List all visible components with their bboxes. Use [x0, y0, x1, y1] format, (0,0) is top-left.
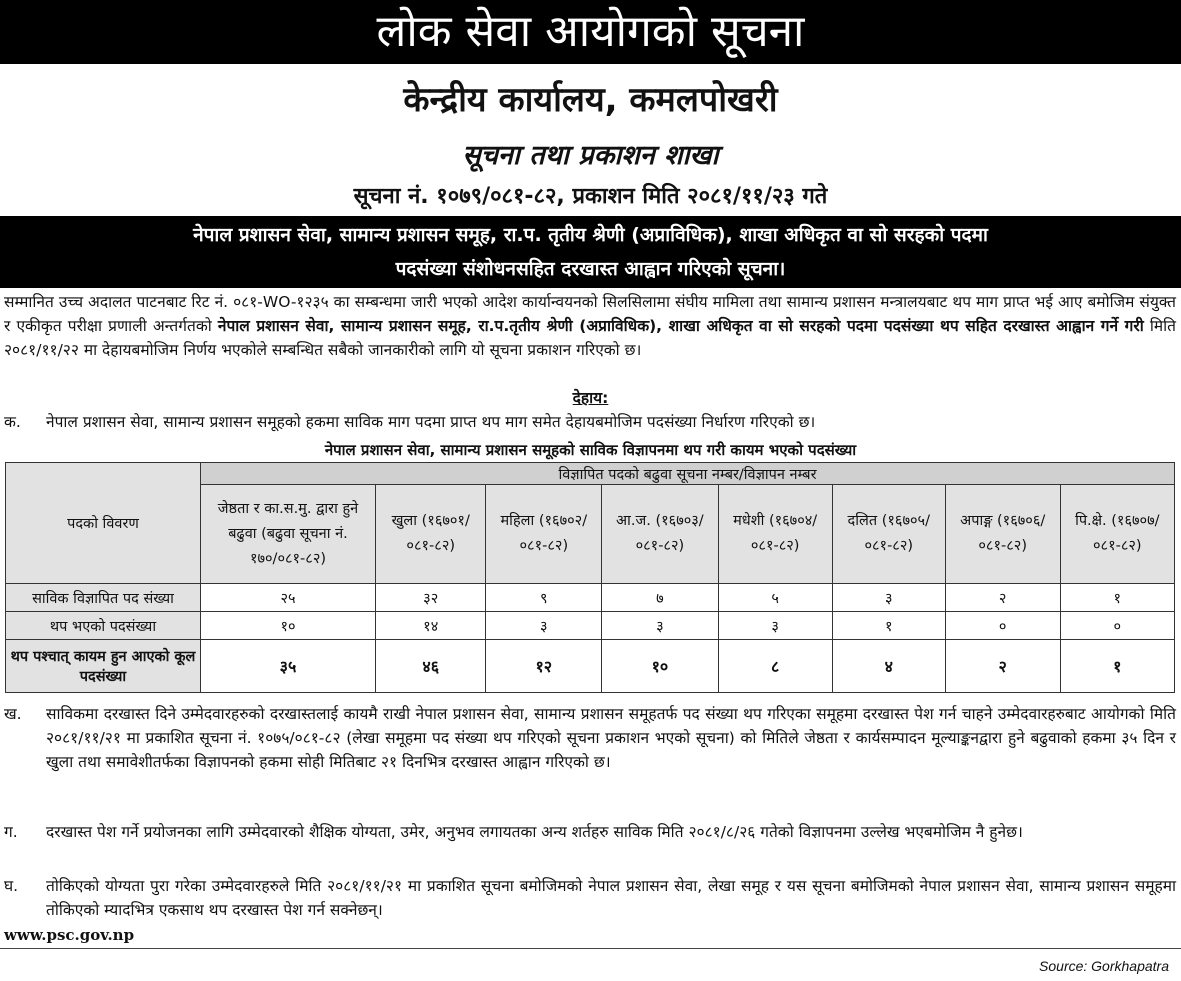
- office-name: केन्द्रीय कार्यालय, कमलपोखरी: [403, 80, 778, 120]
- table-cell: ३: [718, 612, 832, 640]
- subject-banner: [0, 216, 1181, 288]
- posts-table: [5, 462, 1175, 693]
- table-cell: १४: [376, 612, 486, 640]
- item-ga: [4, 820, 1176, 844]
- table-row-total: [6, 640, 1175, 693]
- col-header: दलित (१६७०५/ ०८१-८२): [832, 485, 945, 584]
- table-cell: ५: [718, 584, 832, 612]
- table-cell: १: [1060, 640, 1174, 693]
- table-cell: १: [832, 612, 945, 640]
- col-header: जेष्ठता र का.स.मु. द्वारा हुने बढुवा (बढुवा सूचना नं. १७०/०८१-८२): [201, 485, 376, 584]
- intro-text-1: सम्मानित उच्च अदालत पाटनबाट रिट नं. ०८१-WO-१२३५ का सम्बन्धमा जारी भएको आदेश कार्यान्वयनको सिलसिलामा संघीय मामिला तथा सामान्य प्रशासन मन्त्रालयबाट थप माग प्राप्त भई आए बमोजिम संयुक्त र एकीकृत परीक्षा प्रणाली अन्तर्गतको: [4, 293, 1176, 335]
- notice-number: सूचना नं. १०७९/०८१-८२, प्रकाशन मिति २०८१/११/२३ गते: [353, 184, 828, 209]
- table-cell: २: [945, 584, 1060, 612]
- table-cell: ४६: [376, 640, 486, 693]
- item-kha-text: साविकमा दरखास्त दिने उम्मेदवारहरुको दरखास्तलाई कायमै राखी नेपाल प्रशासन सेवा, सामान्य प्रशासन समूहतर्फ पद संख्या थप गरिएका समूहमा दरखास्त पेश गर्न चाहने उम्मेदवारहरुबाट आयोगको मिति २०८१/११/२१ मा प्रकाशित सूचना नं. १०७५/०८१-८२ (लेखा समूहमा पद संख्या थप गरिएको सूचना प्रकाशन भएको सूचना) को मितिले जेष्ठता र कार्यसम्पादन मूल्याङ्कनद्वारा हुने बढुवाको हकमा ३५ दिन र खुला तथा समावेशीतर्फका विज्ञापनको हकमा सोही मितिबाट २१ दिनभित्र दरखास्त आह्वान गरिएको छ।: [46, 705, 1176, 771]
- row-label: थप भएको पदसंख्या: [6, 612, 201, 640]
- col-header: पि.क्षे. (१६७०७/ ०८१-८२): [1060, 485, 1174, 584]
- item-ka: [4, 410, 1176, 434]
- table-cell: १२: [486, 640, 602, 693]
- item-gha-label: घ.: [4, 877, 19, 895]
- row-label: साविक विज्ञापित पद संख्या: [6, 584, 201, 612]
- table-cell: ३: [832, 584, 945, 612]
- row-label: थप पश्चात् कायम हुन आएको कूल पदसंख्या: [6, 640, 201, 693]
- website-url: www.psc.gov.np: [4, 926, 135, 944]
- item-kha-label: ख.: [4, 705, 22, 723]
- table-cell: ३५: [201, 640, 376, 693]
- table-cell: ०: [1060, 612, 1174, 640]
- item-gha: [4, 874, 1176, 922]
- table-cell: ३२: [376, 584, 486, 612]
- table-cell: ९: [486, 584, 602, 612]
- branch-name: सूचना तथा प्रकाशन शाखा: [462, 140, 719, 171]
- table-row: [6, 612, 1175, 640]
- table-cell: १: [1060, 584, 1174, 612]
- item-ka-label: क.: [4, 413, 21, 431]
- intro-paragraph: [4, 290, 1176, 362]
- table-cell: १०: [602, 640, 718, 693]
- group-header: विज्ञापित पदको बढुवा सूचना नम्बर/विज्ञापन नम्बर: [201, 463, 1175, 485]
- table-caption: नेपाल प्रशासन सेवा, सामान्य प्रशासन समूहको साविक विज्ञापनमा थप गरी कायम भएको पदसंख्या: [324, 441, 857, 459]
- table-cell: २५: [201, 584, 376, 612]
- item-ga-text: दरखास्त पेश गर्ने प्रयोजनका लागि उम्मेदवारको शैक्षिक योग्यता, उमेर, अनुभव लगायतका अन्य शर्तहरु साविक मिति २०८१/८/२६ गतेको विज्ञापनमा उल्लेख भएबमोजिम नै हुनेछ।: [46, 823, 1023, 841]
- intro-text-bold: नेपाल प्रशासन सेवा, सामान्य प्रशासन समूह, रा.प.तृतीय श्रेणी (अप्राविधिक), शाखा अधिकृत वा सो सरहको पदमा पदसंख्या थप सहित दरखास्त आह्वान गर्ने गरी: [217, 317, 1144, 335]
- col-header: अपाङ्ग (१६७०६/ ०८१-८२): [945, 485, 1060, 584]
- table-cell: ३: [602, 612, 718, 640]
- col-header: आ.ज. (१६७०३/ ०८१-८२): [602, 485, 718, 584]
- intro-text-2: मिति २०८१/११/२२ मा देहायबमोजिम निर्णय भएकोले सम्बन्धित सबैको जानकारीको लागि यो सूचना प्रकाशन गरिएको छ।: [4, 317, 1176, 359]
- notice-title: लोक सेवा आयोगको सूचना: [0, 0, 1181, 64]
- item-gha-text: तोकिएको योग्यता पुरा गरेका उम्मेदवारहरुले मिति २०८१/११/२१ मा प्रकाशित सूचना बमोजिमको नेपाल प्रशासन सेवा, लेखा समूह र यस सूचना बमोजिमको नेपाल प्रशासन सेवा, सामान्य प्रशासन समूहमा तोकिएको म्यादभित्र एकसाथ थप दरखास्त पेश गर्न सक्नेछन्।: [46, 877, 1176, 919]
- subject-line-1: नेपाल प्रशासन सेवा, सामान्य प्रशासन समूह, रा.प. तृतीय श्रेणी (अप्राविधिक), शाखा अधिकृत वा सो सरहको पदमा: [193, 224, 988, 246]
- col-header: खुला (१६७०१/ ०८१-८२): [376, 485, 486, 584]
- table-cell: ७: [602, 584, 718, 612]
- col-header: मधेशी (१६७०४/ ०८१-८२): [718, 485, 832, 584]
- table-cell: २: [945, 640, 1060, 693]
- table-cell: ०: [945, 612, 1060, 640]
- table-cell: ४: [832, 640, 945, 693]
- item-kha: [4, 702, 1176, 774]
- footer-divider: [0, 948, 1181, 949]
- table-row: [6, 584, 1175, 612]
- table-cell: ३: [486, 612, 602, 640]
- item-ka-text: नेपाल प्रशासन सेवा, सामान्य प्रशासन समूहको हकमा साविक माग पदमा प्राप्त थप माग समेत देहायबमोजिम पदसंख्या निर्धारण गरिएको छ।: [46, 413, 816, 431]
- col-header: महिला (१६७०२/ ०८१-८२): [486, 485, 602, 584]
- desc-header: पदको विवरण: [6, 463, 201, 584]
- table-cell: १०: [201, 612, 376, 640]
- item-ga-label: ग.: [4, 823, 18, 841]
- table-cell: ८: [718, 640, 832, 693]
- source-credit: Source: Gorkhapatra: [1039, 958, 1169, 974]
- dehaya-heading: देहाय:: [572, 389, 609, 407]
- subject-line-2: पदसंख्या संशोधनसहित दरखास्त आह्वान गरिएको सूचना।: [395, 258, 786, 280]
